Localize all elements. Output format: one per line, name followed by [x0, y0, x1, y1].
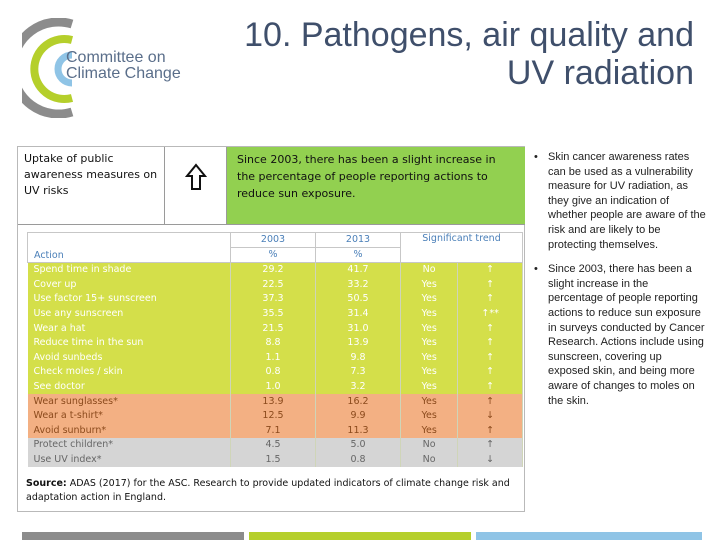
significant-cell: Yes — [401, 394, 458, 409]
trend-arrow-cell: ↑ — [458, 438, 523, 453]
value-2013-cell: 16.2 — [316, 394, 401, 409]
significant-cell: Yes — [401, 307, 458, 322]
trend-arrow-cell: ↑ — [458, 336, 523, 351]
value-2013-cell: 5.0 — [316, 438, 401, 453]
action-cell: Protect children* — [28, 438, 231, 453]
value-2003-cell: 29.2 — [231, 263, 316, 278]
footer-bar-grey — [22, 532, 244, 540]
value-2013-cell: 31.0 — [316, 321, 401, 336]
footer-bar-blue — [476, 532, 702, 540]
value-2013-cell: 9.8 — [316, 351, 401, 366]
table-row — [28, 292, 523, 307]
bullet-text: Skin cancer awareness rates can be used as a vulnerability measure for UV radiation, as they give an indication of whether people are aware of the risk and are likely to be protecting themselves. — [548, 151, 706, 251]
trend-arrow-cell: ↓ — [458, 409, 523, 424]
indicator-panel — [17, 146, 525, 512]
source-label: Source: — [26, 478, 67, 489]
action-cell: Avoid sunburn* — [28, 424, 231, 439]
value-2003-cell: 7.1 — [231, 424, 316, 439]
trend-arrow-cell: ↑ — [458, 380, 523, 395]
source-note — [26, 477, 518, 505]
significant-cell: Yes — [401, 365, 458, 380]
value-2013-cell: 41.7 — [316, 263, 401, 278]
value-2003-cell: 35.5 — [231, 307, 316, 322]
table-body — [28, 263, 523, 468]
significant-cell: No — [401, 438, 458, 453]
table-row — [28, 365, 523, 380]
action-cell: Check moles / skin — [28, 365, 231, 380]
actions-table-wrap — [27, 232, 523, 468]
value-2003-cell: 8.8 — [231, 336, 316, 351]
logo-text — [66, 50, 181, 82]
significant-cell: Yes — [401, 424, 458, 439]
table-row — [28, 263, 523, 278]
trend-arrow-cell: ↑ — [458, 351, 523, 366]
table-row — [28, 424, 523, 439]
value-2003-cell: 21.5 — [231, 321, 316, 336]
header-2003-unit: % — [231, 248, 316, 263]
trend-arrow-cell: ↓ — [458, 453, 523, 468]
footer-bar-green — [249, 532, 471, 540]
header-trend: Significant trend — [401, 233, 523, 263]
trend-arrow-cell: ↑ — [458, 278, 523, 293]
value-2013-cell: 3.2 — [316, 380, 401, 395]
up-arrow-outline-icon — [185, 163, 207, 191]
action-cell: See doctor — [28, 380, 231, 395]
action-cell: Cover up — [28, 278, 231, 293]
table-row — [28, 321, 523, 336]
action-cell: Wear a t-shirt* — [28, 409, 231, 424]
trend-arrow-cell: ↑ — [458, 263, 523, 278]
trend-arrow-cell: ↑ — [458, 292, 523, 307]
value-2003-cell: 13.9 — [231, 394, 316, 409]
value-2003-cell: 1.0 — [231, 380, 316, 395]
trend-arrow-cell: ↑ — [458, 424, 523, 439]
bullet-item — [534, 150, 706, 252]
value-2003-cell: 1.1 — [231, 351, 316, 366]
significant-cell: Yes — [401, 409, 458, 424]
value-2013-cell: 0.8 — [316, 453, 401, 468]
header-2013: 2013 — [316, 233, 401, 248]
significant-cell: Yes — [401, 351, 458, 366]
table-row — [28, 394, 523, 409]
significant-cell: Yes — [401, 278, 458, 293]
value-2003-cell: 37.3 — [231, 292, 316, 307]
significant-cell: Yes — [401, 292, 458, 307]
action-cell: Use factor 15+ sunscreen — [28, 292, 231, 307]
value-2013-cell: 50.5 — [316, 292, 401, 307]
significant-cell: Yes — [401, 336, 458, 351]
bullet-item — [534, 262, 706, 408]
table-row — [28, 351, 523, 366]
significant-cell: No — [401, 263, 458, 278]
value-2003-cell: 4.5 — [231, 438, 316, 453]
value-2013-cell: 11.3 — [316, 424, 401, 439]
value-2013-cell: 13.9 — [316, 336, 401, 351]
logo-line-2: Climate Change — [66, 65, 181, 82]
title-line-1: 10. Pathogens, air quality and — [244, 16, 694, 54]
indicator-summary: Since 2003, there has been a slight increase in the percentage of people reporting actions to reduce sun exposure. — [227, 147, 525, 225]
trend-cell — [165, 147, 227, 225]
value-2003-cell: 22.5 — [231, 278, 316, 293]
trend-arrow-cell: ↑ — [458, 321, 523, 336]
table-row — [28, 438, 523, 453]
bullet-text: Since 2003, there has been a slight increase in the percentage of people reporting actions to reduce sun exposure in surveys conducted by Cancer Research. Actions include using sunscreen, covering up exposed skin, and being more aware of changes to moles on the skin. — [548, 263, 705, 407]
indicator-label: Uptake of public awareness measures on UV risks — [18, 147, 165, 225]
table-row — [28, 278, 523, 293]
bullet-dot-icon: • — [534, 263, 538, 276]
header-2013-unit: % — [316, 248, 401, 263]
action-cell: Wear a hat — [28, 321, 231, 336]
action-cell: Reduce time in the sun — [28, 336, 231, 351]
table-header-row-1 — [28, 233, 523, 248]
header-2003: 2003 — [231, 233, 316, 248]
action-cell: Use any sunscreen — [28, 307, 231, 322]
table-row — [28, 336, 523, 351]
value-2013-cell: 7.3 — [316, 365, 401, 380]
trend-arrow-cell: ↑ — [458, 394, 523, 409]
table-row — [28, 409, 523, 424]
bullet-list — [534, 150, 706, 418]
value-2003-cell: 1.5 — [231, 453, 316, 468]
source-text: ADAS (2017) for the ASC. Research to provide updated indicators of climate change risk and adaptation action in England. — [26, 478, 510, 503]
actions-table — [27, 232, 523, 467]
logo-line-1: Committee on — [66, 49, 166, 66]
significant-cell: Yes — [401, 380, 458, 395]
table-row — [28, 453, 523, 468]
table-row — [28, 307, 523, 322]
value-2013-cell: 31.4 — [316, 307, 401, 322]
title-line-2: UV radiation — [506, 54, 694, 92]
trend-arrow-cell: ↑** — [458, 307, 523, 322]
action-cell: Use UV index* — [28, 453, 231, 468]
value-2013-cell: 9.9 — [316, 409, 401, 424]
bullet-dot-icon: • — [534, 151, 538, 163]
action-cell: Avoid sunbeds — [28, 351, 231, 366]
significant-cell: No — [401, 453, 458, 468]
significant-cell: Yes — [401, 321, 458, 336]
trend-arrow-cell: ↑ — [458, 365, 523, 380]
table-row — [28, 380, 523, 395]
value-2003-cell: 0.8 — [231, 365, 316, 380]
action-cell: Spend time in shade — [28, 263, 231, 278]
value-2013-cell: 33.2 — [316, 278, 401, 293]
action-cell: Wear sunglasses* — [28, 394, 231, 409]
page-title — [174, 16, 694, 92]
header-action: Action — [28, 233, 231, 263]
value-2003-cell: 12.5 — [231, 409, 316, 424]
